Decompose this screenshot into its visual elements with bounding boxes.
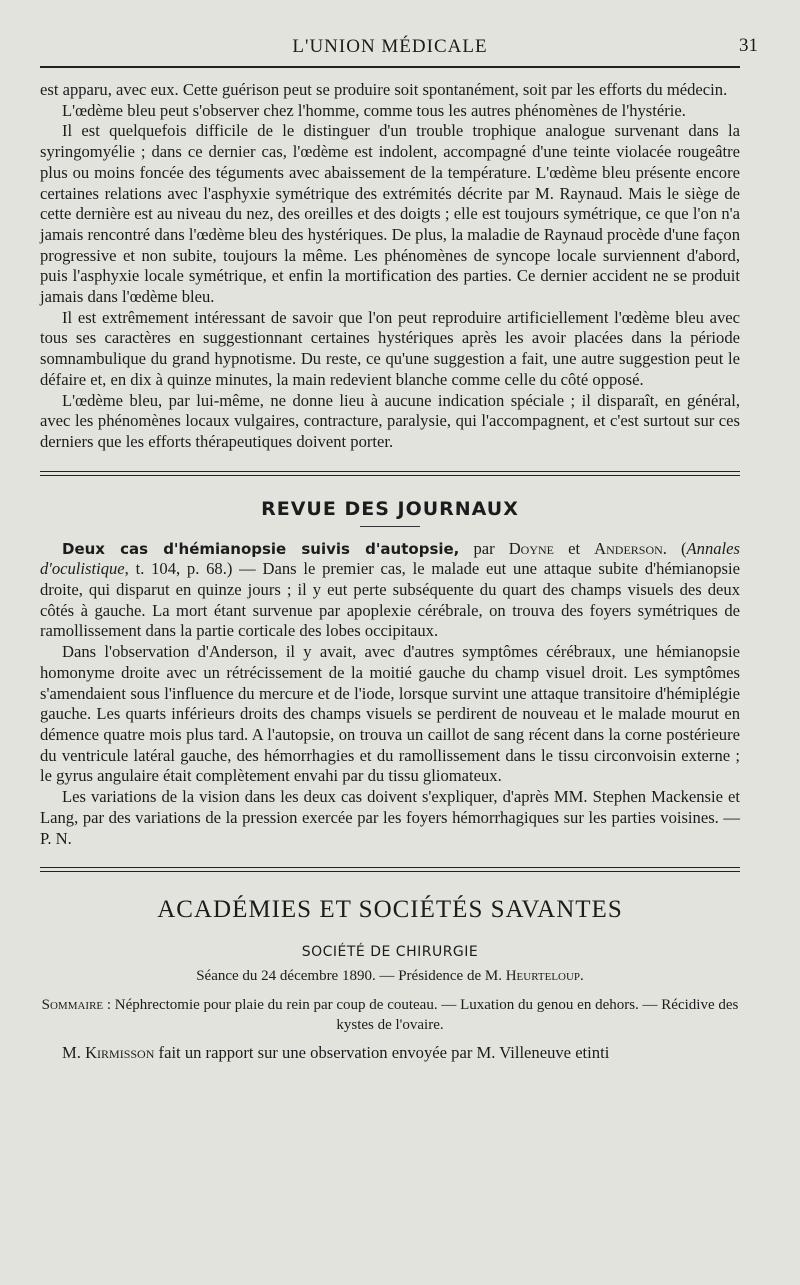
author-anderson: Anderson <box>594 538 663 558</box>
paragraph-4: Il est extrêmement intéressant de savoir que l'on peut reproduire artificiellement l'œdème bleu avec tous ses caractères en suggestionnant certaines hystériques après les avoir placées dans la période somnambulique du grand hypnotisme. Du reste, ce qu'une suggestion a fait, une autre suggestion peut le défaire et, en dix à quinze minutes, la main redevient blanche comme celle du côté opposé. <box>40 307 740 389</box>
seance-text: Séance du 24 décembre 1890. — Présidence de M. <box>196 968 506 985</box>
kirmisson-name: Kirmisson <box>85 1043 155 1063</box>
president-name: Heurteloup <box>505 968 581 985</box>
authors-join: et <box>554 538 595 558</box>
sommaire <box>40 995 740 1035</box>
last-prefix: M. <box>62 1043 86 1063</box>
academies-title: ACADÉMIES ET SOCIÉTÉS SAVANTES <box>157 896 623 924</box>
section-separator-2 <box>40 867 740 872</box>
last-text: fait un rapport sur une observation envoyée par M. Villeneuve etinti <box>154 1043 610 1063</box>
revue-paragraph-3: Les variations de la vision dans les deux cas doivent s'expliquer, d'après MM. Stephen Mackensie et Lang, par des variations de la pression exercée par les foyers hémorrhagiques sur les parties voisines. — P. N. <box>40 787 740 848</box>
paragraph-1: est apparu, avec eux. Cette guérison peut se produire soit spontanément, soit par les efforts du médecin. <box>40 80 728 99</box>
article-lead: Deux cas d'hémianopsie suivis d'autopsie, <box>62 539 460 558</box>
seance-suffix: . <box>580 968 584 985</box>
revue-title: REVUE DES JOURNAUX <box>261 497 519 520</box>
running-head <box>40 0 758 57</box>
last-line <box>40 1043 740 1064</box>
paragraph-5: L'œdème bleu, par lui-même, ne donne lieu à aucune indication spéciale ; il disparaît, en général, avec les phénomènes locaux vulgaires, contracture, paralysie, qui l'accompagnent, et c'est surtout sur ces derniers que les efforts thérapeutiques doivent porter. <box>40 390 740 451</box>
running-title: L'UNION MÉDICALE <box>292 36 488 57</box>
section-separator <box>40 471 740 476</box>
page-number: 31 <box>739 35 758 56</box>
paragraph-2: L'œdème bleu peut s'observer chez l'homme, comme tous les autres phénomènes de l'hystérie. <box>62 100 686 120</box>
citation-rest: , t. 104, p. 68.) — Dans le premier cas, le malade eut une attaque subite d'hémianopsie droite, qui disparut en quinze jours ; il y eut perte subséquente du quart des champs visuels des deux côtés à gauche. La mort étant survenue par apoplexie cérébrale, on trouva des foyers symétriques de ramollissement dans la partie corticale des lobes occipitaux. <box>40 559 740 641</box>
revue-paragraph-1 <box>40 539 740 643</box>
author-doyne: Doyne <box>508 538 555 558</box>
title-rule <box>360 526 420 527</box>
sommaire-label: Sommaire <box>41 997 104 1014</box>
journal-title: Annales d'oculistique <box>40 538 740 579</box>
seance-line <box>40 968 740 985</box>
society-title: SOCIÉTÉ DE CHIRURGIE <box>301 944 479 961</box>
authors-prefix: par <box>459 538 509 558</box>
header-rule <box>40 66 740 68</box>
revue-paragraph-2: Dans l'observation d'Anderson, il y avait, avec d'autres symptômes cérébraux, une hémianopsie homonyme droite avec un rétrécissement de la moitié gauche du champ visuel droit. Les symptômes s'amendaient sous l'influence du mercure et de l'iode, lorsque survint une attaque transitoire d'hémiplégie gauche. Les quarts inférieurs droits des champs visuels se perdirent de nouveau et le malade mourut en démence quatre mois plus tard. A l'autopsie, on trouva un caillot de sang récent dans la corne postérieure du ventricule latéral gauche, des hémorrhagies et du ramollissement dans le tissu circonvoisin externe ; le gyrus angulaire était complètement envahi par du tissu gliomateux. <box>40 642 740 786</box>
citation-open: . ( <box>662 538 687 558</box>
paragraph-3: Il est quelquefois difficile de le distinguer d'un trouble trophique analogue survenant dans la syringomyélie ; dans ce dernier cas, l'œdème est indolent, accompagné d'une teinte violacée rougeâtre plus ou moins foncée des téguments avec abaissement de la température. L'œdème bleu présente encore certaines relations avec l'asphyxie symétrique des extrémités décrite par M. Raynaud. Mais le siège de cette dernière est au niveau du nez, des oreilles et des doigts ; elle est toujours symétrique, ce que l'on n'a jamais rencontré dans l'œdème bleu des hystériques. De plus, la maladie de Raynaud procède d'une façon progressive et non subite, toujours la même. Les phénomènes de syncope locale surviennent d'abord, puis l'asphyxie locale symétrique, et enfin la mortification des parties. Ce dernier accident ne se produit jamais dans l'œdème bleu. <box>40 121 740 307</box>
sommaire-text: : Néphrectomie pour plaie du rein par coup de couteau. — Luxation du genou en dehors. — Récidive des kystes de l'ovaire. <box>103 997 739 1034</box>
